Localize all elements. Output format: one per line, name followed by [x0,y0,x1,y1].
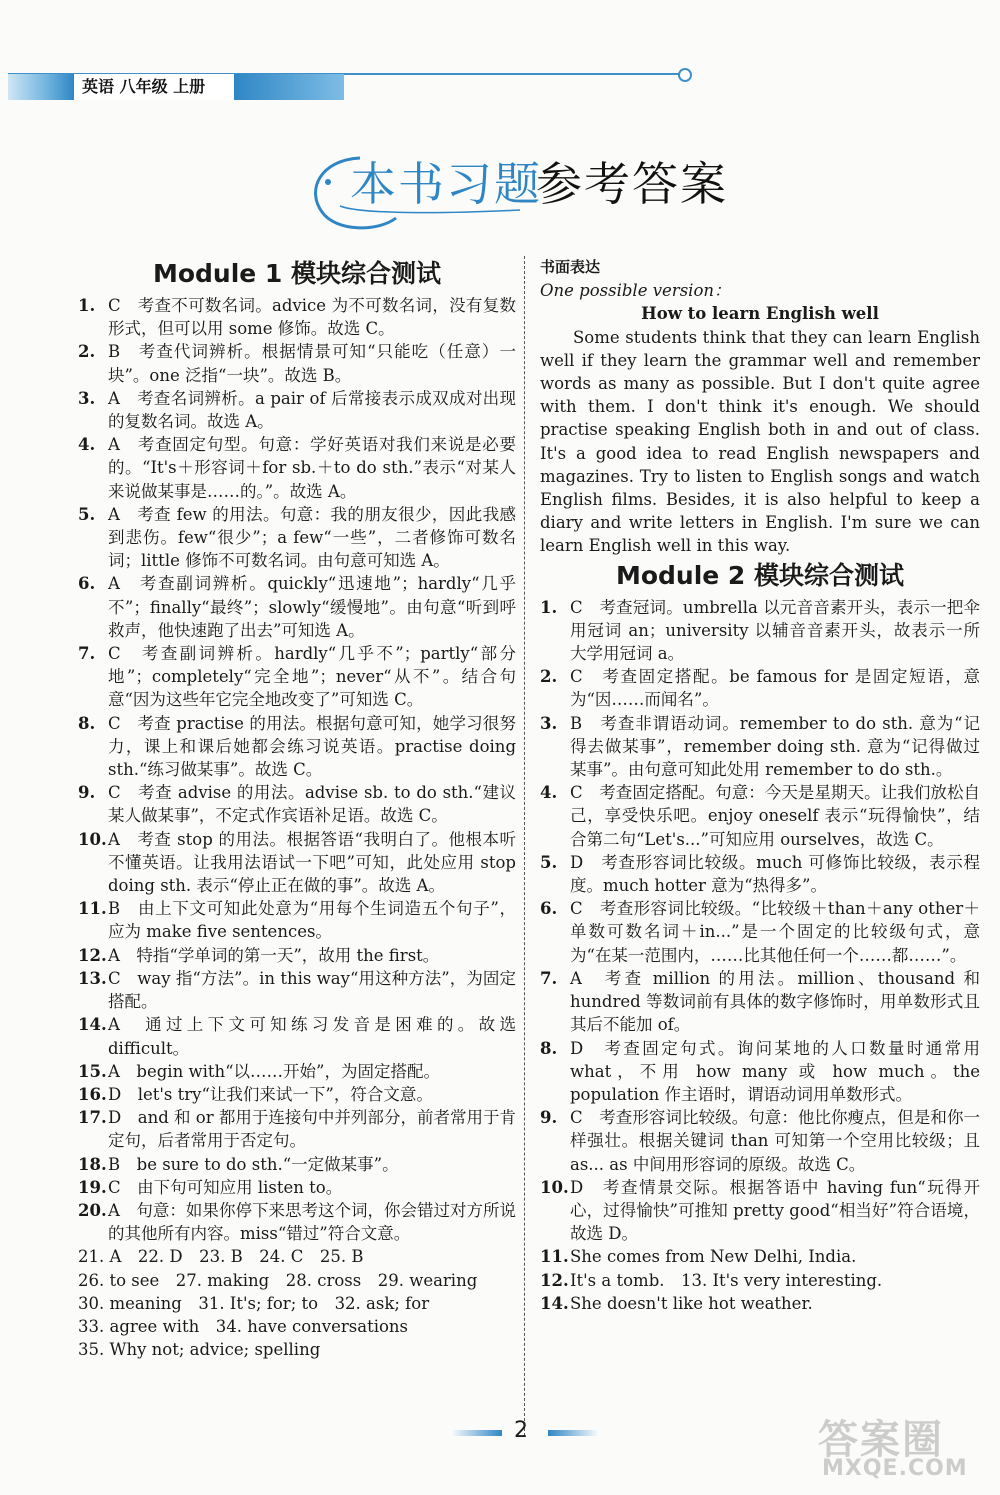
answer-text: A 句意：如果你停下来思考这个词，你会错过对方所说的其他所有内容。miss“错过”符合文意。 [108,1200,516,1244]
answer-item [78,828,516,898]
answer-text: A 特指“学单词的第一天”，故用 the first。 [108,945,440,965]
answer-number: 10. [78,829,107,849]
answer-text: D 考查固定句式。询问某地的人口数量时通常用 what，不用 how many 或 how much。the population 作主语时，谓语动词用单数形式。 [570,1038,980,1104]
essay-title: How to learn English well [641,304,879,324]
answer-item [540,712,980,782]
answer-item [78,1083,516,1106]
answer-number: 2. [540,667,558,687]
answer-item [78,967,516,1013]
answer-item [78,897,516,943]
answer-item [540,1269,980,1292]
left-column [78,256,516,1361]
answer-number: 6. [540,899,558,919]
answer-item [540,1292,980,1315]
answer-number: 1. [540,597,558,617]
answer-number: 6. [78,574,96,594]
answer-item [540,897,980,967]
answer-number: 14. [540,1293,569,1313]
answer-item [540,781,980,851]
answer-text: A 考查名词辨析。a pair of 后常接表示成双成对出现的复数名词。故选 A。 [108,388,516,432]
module-1-title: Module 1 模块综合测试 [152,259,442,288]
answer-number: 9. [540,1108,558,1128]
answer-number: 7. [540,968,558,988]
answer-item [540,967,980,1037]
answer-number: 19. [78,1177,107,1197]
answer-item [540,1106,980,1176]
answer-text: C 考查 advise 的用法。advise sb. to do sth.“建议某人做某事”，不定式作宾语补足语。故选 C。 [108,783,516,826]
answer-item [540,1176,980,1246]
short-answer-row: 30. meaning 31. It's; for; to 32. ask; for [78,1293,430,1313]
answer-item [78,712,516,782]
module-2-title: Module 2 模块综合测试 [615,560,905,590]
answer-item [540,851,980,897]
answer-item [78,1176,516,1199]
answer-text: C 考查 practise 的用法。根据句意可知，她学习很努力，课上和课后她都会练习说英语。practise doing sth.“练习做某事”。故选 C。 [108,713,516,780]
answer-item [78,572,516,642]
answer-text: D 考查形容词比较级。much 可修饰比较级，表示程度。much hotter 意为“热得多”。 [570,852,980,896]
answer-number: 5. [78,504,96,524]
answer-item [78,944,516,967]
answer-number: 11. [540,1247,569,1267]
answer-text: B be sure to do sth.“一定做某事”。 [108,1154,399,1174]
short-answer-row: 21. A 22. D 23. B 24. C 25. B [78,1247,364,1267]
answer-number: 3. [540,713,558,733]
answer-item [78,433,516,503]
answer-number: 8. [78,713,96,733]
header-label: 英语 八年级 上册 [74,74,234,100]
answer-number: 5. [540,852,558,872]
answer-text: C 考查冠词。umbrella 以元音音素开头，表示一把伞用冠词 an；university 以辅音音素开头，故表示一所大学用冠词 a。 [570,597,980,664]
answer-text: It's a tomb. 13. It's very interesting. [570,1270,883,1290]
answer-text: A 考查 million 的用法。million、thousand 和 hundred 等数词前有具体的数字修饰时，用单数形式且其后不能加 of。 [570,968,980,1035]
module-2-answers [540,596,980,1315]
answer-item [78,340,516,386]
answer-number: 3. [78,388,96,408]
answer-item [78,294,516,340]
answer-text: C 由下句可知应用 listen to。 [108,1177,343,1197]
answer-text: A 考查固定句型。句意：学好英语对我们来说是必要的。“It's＋形容词＋for sb.＋to do sth.”表示“对某人来说做某事是……的。”。故选 A。 [108,435,516,501]
answer-number: 15. [78,1061,107,1081]
answer-text: C 考查形容词比较级。句意：他比你瘦点，但是和你一样强壮。根据关键词 than 可知第一个空用比较级；且 as... as 中间用形容词的原级。故选 C。 [570,1108,980,1174]
header-gradient-left [8,74,74,100]
page-number-decoration-right [548,1430,600,1436]
answer-text: A 考查 few 的用法。句意：我的朋友很少，因此我感到悲伤。few“很少”；a few“一些”，二者修饰可数名词；little 修饰不可数名词。由句意可知选 A。 [108,504,516,571]
answer-number: 14. [78,1015,107,1035]
watermark-text: 答案圈 [818,1417,944,1463]
answer-item [78,1013,516,1059]
answer-item [78,642,516,712]
right-column [540,256,980,1315]
title-part-a: 本书习题 [350,157,542,211]
answer-text: She comes from New Delhi, India. [570,1247,857,1267]
answer-number: 12. [78,945,107,965]
answer-item [540,1037,980,1107]
running-header [8,74,690,100]
answer-number: 2. [78,342,96,362]
answer-text: D 考查情景交际。根据答语中 having fun“玩得开心，过得愉快”可推知 pretty good“相当好”符合语境，故选 D。 [570,1177,980,1244]
answer-number: 10. [540,1177,569,1197]
answer-text: C 考查副词辨析。hardly“几乎不”；partly“部分地”；completely“完全地”；never“从不”。结合句意“因为这些年它完全地改变了”可知选 C。 [108,644,516,710]
module-1-answers [78,294,516,1245]
answer-text: A 通过上下文可知练习发音是困难的。故选 difficult。 [108,1015,516,1058]
answer-item [540,665,980,711]
watermark-url: MXQE.COM [822,1456,968,1481]
answer-item [540,1245,980,1268]
short-answer-row: 26. to see 27. making 28. cross 29. wearing [78,1270,478,1290]
answer-number: 12. [540,1270,569,1290]
answer-number: 1. [78,296,96,315]
answer-number: 17. [78,1108,107,1128]
answer-text: B 由上下文可知此处意为“用每个生词造五个句子”，应为 make five sentences。 [108,899,516,942]
answer-number: 4. [540,783,558,803]
answer-item [540,596,980,666]
essay-paragraph: Some students think that they can learn English well if they learn the grammar well and remember words as many as possible. But I don't quite agree with them. I don't think it's enough. We should practise speaking English both in and out of class. It's a good idea to read English newspapers and magazines. Try to listen to English songs and watch English films. Besides, it is also helpful to keep a diary and write letters in English. I'm sure we can learn English well in this way. [540,327,980,556]
answer-text: C way 指“方法”。in this way“用这种方法”，为固定搭配。 [108,968,516,1012]
watermark-logo [818,1408,994,1490]
writing-section-label: 书面表达 [540,258,601,276]
answer-item [78,387,516,433]
answer-item [78,1153,516,1176]
answer-number: 13. [78,968,107,988]
answer-item [78,1106,516,1152]
answer-text: B 考查非谓语动词。remember to do sth. 意为“记得去做某事”，remember doing sth. 意为“记得做过某事”。由句意可知此处用 remember to do sth.。 [570,713,980,780]
answer-number: 7. [78,644,96,664]
module-1-short-answers [78,1245,516,1361]
answer-item [78,1199,516,1245]
page-number-decoration-left [450,1430,502,1436]
header-gradient-right [234,74,344,100]
answer-number: 11. [78,899,107,919]
answer-text: She doesn't like hot weather. [570,1293,813,1313]
answer-number: 8. [540,1038,558,1058]
answer-number: 4. [78,435,96,455]
short-answer-row: 35. Why not; advice; spelling [78,1340,321,1360]
page-number: 2 [514,1418,528,1443]
short-answer-row: 33. agree with 34. have conversations [78,1316,408,1336]
answer-number: 18. [78,1154,107,1174]
column-divider [524,256,526,1436]
version-label: One possible version： [540,281,731,301]
answer-number: 20. [78,1200,107,1220]
answer-text: C 考查固定搭配。句意：今天是星期天。让我们放松自己，享受快乐吧。enjoy oneself 表示“玩得愉快”，结合第二句“Let's...”可知应用 ourselves，故选 C。 [570,783,980,849]
answer-text: D and 和 or 都用于连接句中并列部分，前者常用于肯定句，后者常用于否定句。 [108,1108,516,1151]
answer-item [78,1060,516,1083]
answer-item [78,503,516,573]
answer-text: B 考查代词辨析。根据情景可知“只能吃（任意）一块”。one 泛指“一块”。故选 B。 [108,342,516,385]
answer-text: D let's try“让我们来试一下”，符合文意。 [108,1084,433,1104]
answer-text: A begin with“以……开始”，为固定搭配。 [108,1061,440,1081]
answer-number: 16. [78,1084,107,1104]
answer-text: A 考查 stop 的用法。根据答语“我明白了。他根本听不懂英语。让我用法语试一下吧”可知，此处应用 stop doing sth. 表示“停止正在做的事”。故选 A。 [108,829,516,896]
answer-item [78,781,516,827]
answer-text: A 考查副词辨析。quickly“迅速地”；hardly“几乎不”；finally“最终”；slowly“缓慢地”。由句意“听到呼救声，他快速跑了出去”可知选 A。 [108,574,516,640]
answer-text: C 考查形容词比较级。“比较级＋than＋any other＋单数可数名词＋in...”是一个固定的比较级句式，意为“在某一范围内，……比其他任何一个……都……”。 [570,899,980,965]
page-title [300,140,740,240]
answer-number: 9. [78,783,96,803]
title-part-b: 参考答案 [536,157,728,211]
answer-text: C 考查不可数名词。advice 为不可数名词，没有复数形式，但可以用 some 修饰。故选 C。 [108,296,516,339]
answer-text: C 考查固定搭配。be famous for 是固定短语，意为“因……而闻名”。 [570,667,980,710]
